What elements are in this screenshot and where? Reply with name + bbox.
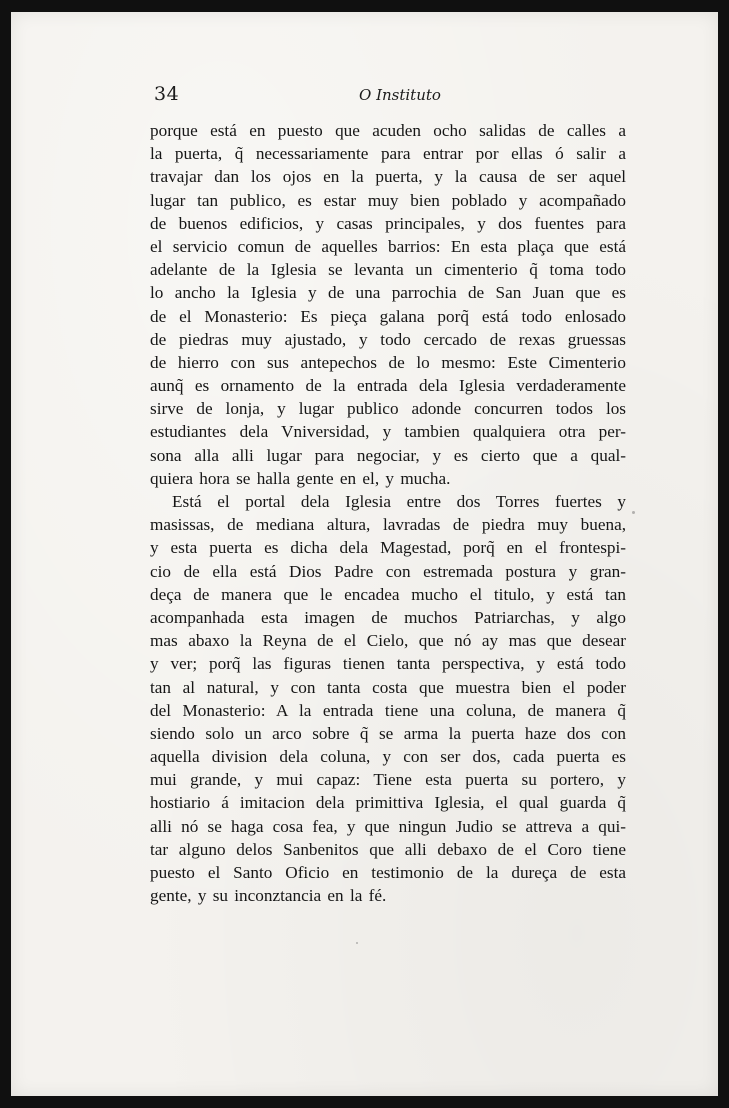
text-line: y esta puerta es dicha dela Magestad, porq̃ en el frontespi-	[150, 538, 626, 558]
text-line: aunq̃ es ornamento de la entrada dela Iglesia verdaderamente	[150, 376, 626, 396]
text-line: estudiantes dela Vniversidad, y tambien qualquiera otra per-	[150, 422, 626, 442]
text-line: de buenos edificios, y casas principales, y dos fuentes para	[150, 213, 626, 233]
text-line: aquella division dela coluna, y con ser dos, cada puerta es	[150, 747, 626, 767]
scan-speck	[356, 942, 358, 944]
text-line: puesto el Santo Oficio en testimonio de la dureça de esta	[150, 863, 626, 882]
text-line: Está el portal dela Iglesia entre dos Torres fuertes y	[172, 492, 626, 511]
scan-speck	[632, 511, 635, 514]
text-line: tar alguno delos Sanbenitos que alli debaxo de el Coro tiene	[150, 839, 626, 859]
page-header	[150, 75, 620, 105]
paragraph-1	[150, 119, 626, 490]
page-number: 34	[154, 83, 180, 105]
text-line: travajar dan los ojos en la puerta, y la causa de ser aquel	[150, 167, 626, 187]
text-line: cio de ella está Dios Padre con estremada postura y gran-	[150, 561, 626, 581]
text-line: y ver; porq̃ las figuras tienen tanta perspectiva, y está todo	[150, 654, 626, 674]
body-text	[150, 119, 626, 907]
text-line: de el Monasterio: Es pieça galana porq̃ está todo enlosado	[150, 306, 626, 326]
text-line: la puerta, q̃ necessariamente para entrar por ellas ó salir a	[150, 144, 626, 164]
text-line: mas abaxo la Reyna de el Cielo, que nó ay mas que desear	[150, 631, 626, 651]
text-line: acompanhada esta imagen de muchos Patriarchas, y algo	[150, 607, 626, 627]
text-line: sona alla alli lugar para negociar, y es cierto que a qual-	[150, 445, 626, 465]
book-page	[11, 12, 718, 1096]
text-line: porque está en puesto que acuden ocho salidas de calles a	[150, 121, 626, 140]
text-line: quiera hora se halla gente en el, y mucha.	[150, 468, 451, 488]
text-line: adelante de la Iglesia se levanta un cimenterio q̃ toma todo	[150, 260, 626, 280]
text-line: mui grande, y mui capaz: Tiene esta puerta su portero, y	[150, 770, 626, 790]
text-line: siendo solo un arco sobre q̃ se arma la puerta haze dos con	[150, 723, 626, 743]
text-line: lo ancho la Iglesia y de una parrochia de San Juan que es	[150, 283, 626, 303]
text-line: gente, y su inconztancia en la fé.	[150, 886, 387, 906]
paragraph-2	[150, 490, 626, 907]
text-line: del Monasterio: A la entrada tiene una coluna, de manera q̃	[150, 700, 626, 720]
text-line: tan al natural, y con tanta costa que muestra bien el poder	[150, 677, 626, 697]
running-title: O Instituto	[359, 86, 441, 104]
text-line: alli nó se haga cosa fea, y que ningun Judio se attreva a qui-	[150, 816, 626, 836]
text-line: masissas, de mediana altura, lavradas de piedra muy buena,	[150, 515, 626, 535]
text-line: lugar tan publico, es estar muy bien poblado y acompañado	[150, 190, 626, 210]
text-line: hostiario á imitacion dela primittiva Iglesia, el qual guarda q̃	[150, 793, 626, 813]
text-line: de piedras muy ajustado, y todo cercado de rexas gruessas	[150, 329, 626, 349]
text-line: deça de manera que le encadea mucho el titulo, y está tan	[150, 584, 626, 604]
text-line: sirve de lonja, y lugar publico adonde concurren todos los	[150, 399, 626, 419]
text-line: el servicio comun de aquelles barrios: En esta plaça que está	[150, 236, 626, 256]
text-line: de hierro con sus antepechos de lo mesmo: Este Cimenterio	[150, 352, 626, 372]
